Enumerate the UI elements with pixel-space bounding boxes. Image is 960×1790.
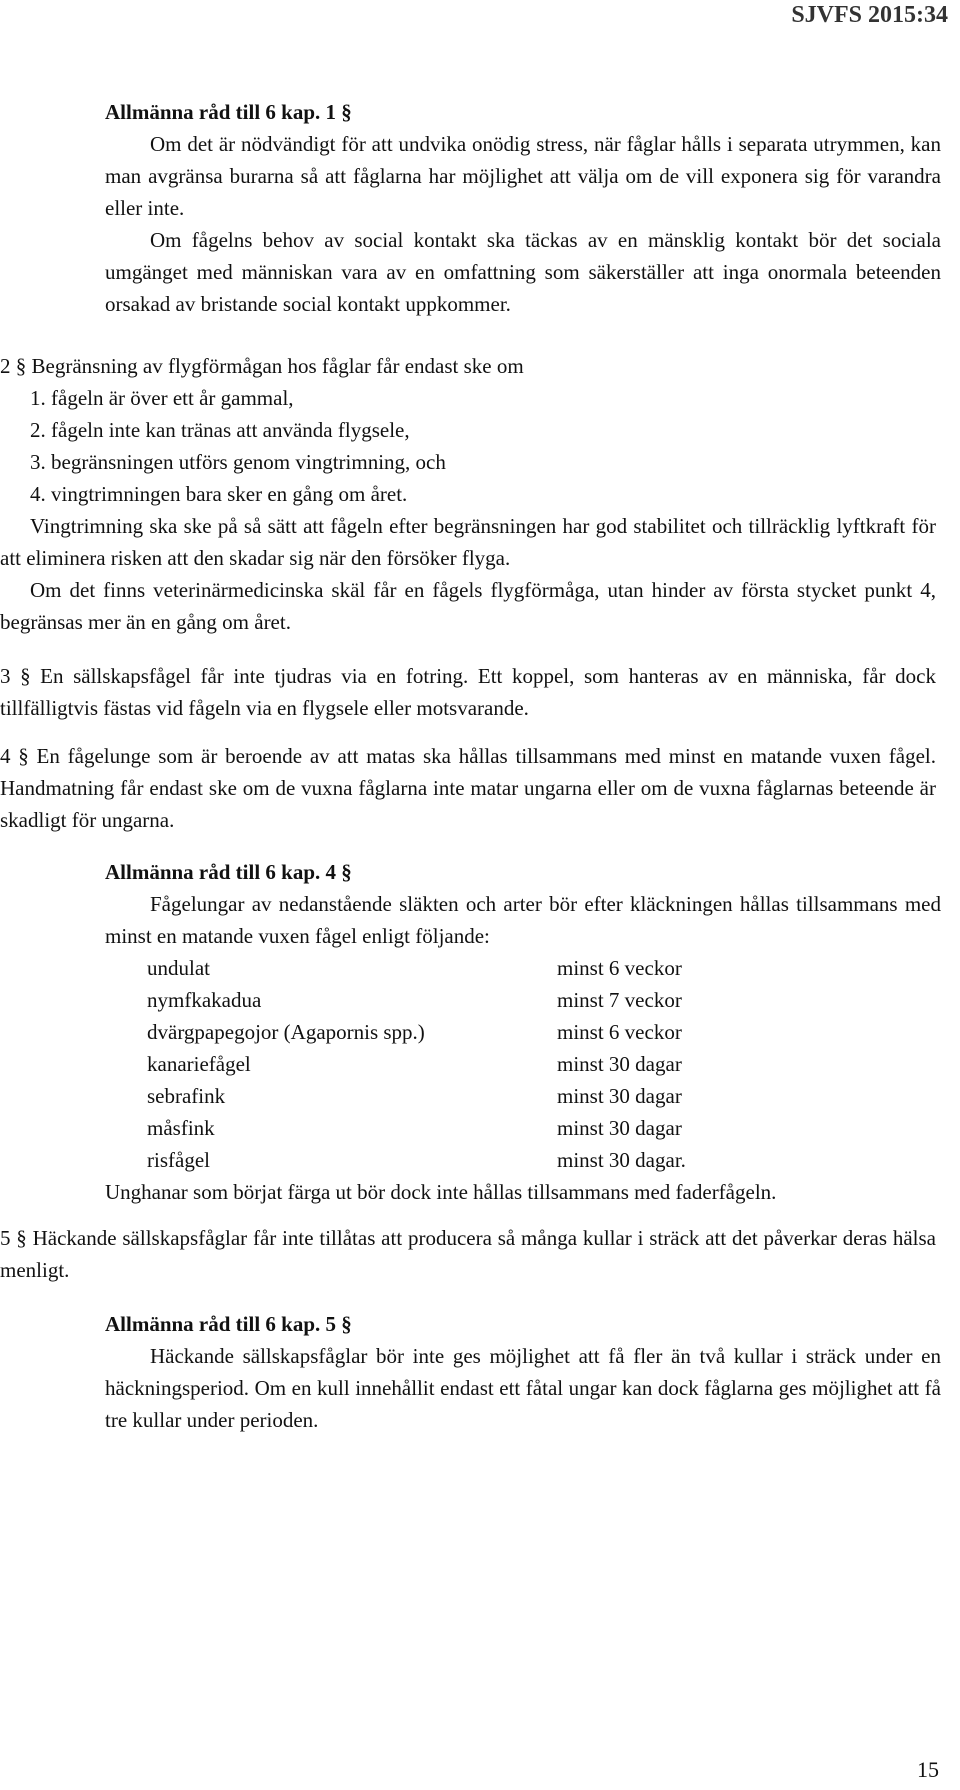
list-item: 3. begränsningen utförs genom vingtrimning, och: [30, 450, 446, 474]
table-row: [105, 1016, 686, 1048]
age-cell: minst 6 veckor: [557, 1020, 682, 1044]
species-cell: sebrafink: [147, 1084, 226, 1108]
section-heading: Allmänna råd till 6 kap. 4 §: [105, 860, 352, 884]
species-cell: undulat: [147, 956, 210, 980]
general-advice-section-4: [105, 856, 941, 1208]
law-section-5: [0, 1222, 936, 1286]
table-row: [105, 984, 686, 1016]
condition-list: [0, 382, 936, 510]
table-row: [105, 1112, 686, 1144]
document-code-header: SJVFS 2015:34: [791, 2, 948, 28]
age-cell: minst 30 dagar: [557, 1116, 682, 1140]
paragraph: Fågelungar av nedanstående släkten och arter bör efter kläckningen hållas tillsammans med minst en matande vuxen fågel enligt följande:: [105, 892, 941, 948]
law-section-3: [0, 660, 936, 724]
age-cell: minst 30 dagar.: [557, 1148, 686, 1172]
list-item: 1. fågeln är över ett år gammal,: [30, 386, 294, 410]
general-advice-section-5: [105, 1308, 941, 1436]
paragraph: Om fågelns behov av social kontakt ska täckas av en mänsklig kontakt bör det sociala umgänget med människan vara av en omfattning som säkerställer att inga onormala beteenden orsakad av bristande social kontakt uppkommer.: [105, 228, 941, 316]
age-cell: minst 7 veckor: [557, 988, 682, 1012]
law-section-4: [0, 740, 936, 836]
section-heading: Allmänna råd till 6 kap. 5 §: [105, 1312, 352, 1336]
paragraph: 4 § En fågelunge som är beroende av att matas ska hållas tillsammans med minst en matande vuxen fågel. Handmatning får endast ske om de vuxna fåglarna inte matar ungarna eller om de vuxna fåglarnas beteende är skadligt för ungarna.: [0, 744, 936, 832]
page-number: 15: [917, 1757, 939, 1782]
paragraph: Vingtrimning ska ske på så sätt att fågeln efter begränsningen har god stabilitet och tillräcklig lyftkraft för att eliminera risken att den skadar sig när den försöker flyga.: [0, 514, 936, 570]
age-cell: minst 30 dagar: [557, 1084, 682, 1108]
paragraph: 3 § En sällskapsfågel får inte tjudras via en fotring. Ett koppel, som hanteras av en människa, får dock tillfälligtvis fästas vid fågeln via en flygsele eller motsvarande.: [0, 664, 936, 720]
species-age-table: [105, 952, 686, 1176]
species-cell: risfågel: [147, 1148, 210, 1172]
species-cell: kanariefågel: [147, 1052, 251, 1076]
species-cell: dvärgpapegojor (Agapornis spp.): [147, 1020, 425, 1044]
paragraph: Häckande sällskapsfåglar bör inte ges möjlighet att få fler än två kullar i sträck under en häckningsperiod. Om en kull innehållit endast ett fåtal ungar kan dock fåglarna ges möjlighet att få tre kullar under perioden.: [105, 1344, 941, 1432]
species-cell: måsfink: [147, 1116, 215, 1140]
age-cell: minst 30 dagar: [557, 1052, 682, 1076]
paragraph: Om det finns veterinärmedicinska skäl får en fågels flygförmåga, utan hinder av första stycket punkt 4, begränsas mer än en gång om året.: [0, 578, 936, 634]
list-item: 2. fågeln inte kan tränas att använda flygsele,: [30, 418, 410, 442]
table-row: [105, 1144, 686, 1176]
table-row: [105, 1048, 686, 1080]
section-intro: 2 § Begränsning av flygförmågan hos fåglar får endast ske om: [0, 354, 524, 378]
species-cell: nymfkakadua: [147, 988, 262, 1012]
table-row: [105, 952, 686, 984]
general-advice-section-1: [105, 96, 941, 320]
section-heading: Allmänna råd till 6 kap. 1 §: [105, 100, 352, 124]
age-cell: minst 6 veckor: [557, 956, 682, 980]
paragraph: Om det är nödvändigt för att undvika onödig stress, när fåglar hålls i separata utrymmen, kan man avgränsa burarna så att fåglarna har möjlighet att välja om de vill exponera sig för varandra eller inte.: [105, 132, 941, 220]
table-row: [105, 1080, 686, 1112]
paragraph: Unghanar som börjat färga ut bör dock inte hållas tillsammans med faderfågeln.: [105, 1180, 777, 1204]
list-item: 4. vingtrimningen bara sker en gång om året.: [30, 482, 408, 506]
law-section-2: [0, 350, 936, 638]
paragraph: 5 § Häckande sällskapsfåglar får inte tillåtas att producera så många kullar i sträck att det påverkar deras hälsa menligt.: [0, 1226, 936, 1282]
